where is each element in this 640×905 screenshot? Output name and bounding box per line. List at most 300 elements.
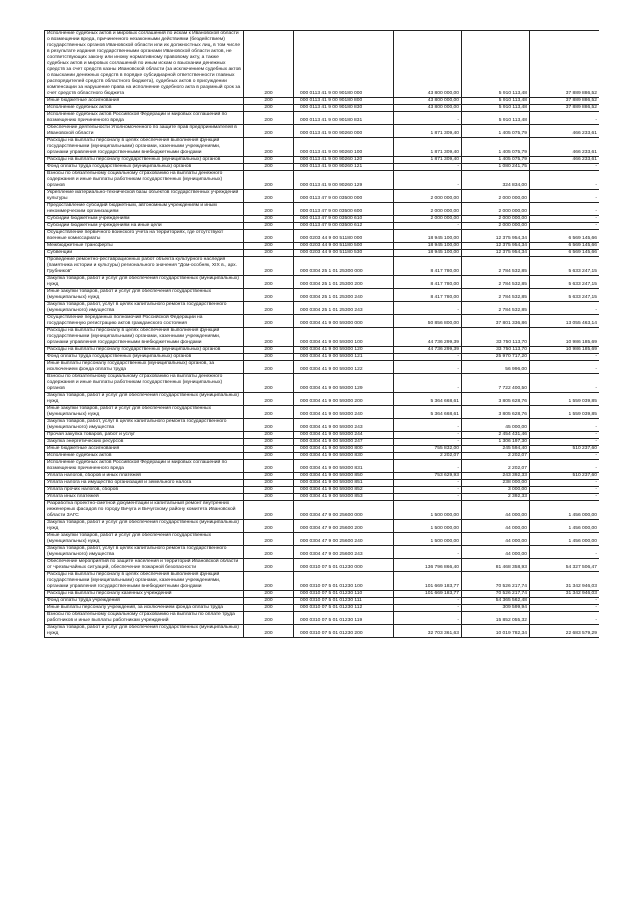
approved-amount: - (394, 171, 462, 190)
row-name: Обеспечение деятельности Уполномоченного по защите прав предпринимателей в Ивановской области (45, 125, 244, 138)
table-row (45, 453, 600, 460)
line-code: 200 (244, 546, 294, 559)
approved-amount: - (394, 361, 462, 374)
executed-amount: 324 834,00 (462, 171, 530, 190)
unexecuted-amount: 1 559 039,85 (530, 406, 600, 419)
row-name: Осуществление первичного воинского учета на территориях, где отсутствуют военные комиссариаты (45, 230, 244, 243)
approved-amount: - (394, 432, 462, 439)
executed-amount: 309 599,94 (462, 605, 530, 612)
executed-amount: 25 970 717,20 (462, 354, 530, 361)
line-code: 200 (244, 460, 294, 473)
executed-amount: 33 750 113,70 (462, 347, 530, 354)
executed-amount: 2 454 431,46 (462, 432, 530, 439)
unexecuted-amount: 466 233,61 (530, 157, 600, 164)
unexecuted-amount: 1 456 000,00 (530, 520, 600, 533)
row-name: Закупка товаров, работ и услуг для обеспечения государственных (муниципальных) нужд (45, 625, 244, 638)
classification-code: 000 0304 41 9 00 59300 247 (294, 439, 394, 446)
line-code: 200 (244, 572, 294, 591)
approved-amount: 1 500 000,00 (394, 533, 462, 546)
line-code: 200 (244, 605, 294, 612)
line-code: 200 (244, 315, 294, 328)
table-row (45, 328, 600, 347)
unexecuted-amount: 466 233,61 (530, 138, 600, 157)
executed-amount: 44 000,00 (462, 546, 530, 559)
line-code: 200 (244, 480, 294, 487)
approved-amount: 2 000 000,00 (394, 203, 462, 216)
executed-amount: 5 910 113,48 (462, 31, 530, 98)
unexecuted-amount: 37 889 886,52 (530, 105, 600, 112)
row-name: Расходы на выплаты персоналу в целях обеспечения выполнения функций государственными (муниципальными) органами, казенными учреждениями, органами управления государственными внебюджетными фондами (45, 572, 244, 591)
classification-code: 000 0304 41 9 00 59300 850 (294, 473, 394, 480)
unexecuted-amount: - (530, 453, 600, 460)
approved-amount: 44 736 299,39 (394, 328, 462, 347)
unexecuted-amount: 54 327 506,47 (530, 559, 600, 572)
approved-amount: 8 417 780,00 (394, 289, 462, 302)
approved-amount: - (394, 460, 462, 473)
row-name: Взносы по обязательному социальному страхованию на выплаты денежного содержания и иные выплаты работникам государственных (муниципальных) органов (45, 171, 244, 190)
line-code: 200 (244, 354, 294, 361)
executed-amount: 54 365 562,48 (462, 598, 530, 605)
approved-amount: 8 417 780,00 (394, 276, 462, 289)
line-code: 200 (244, 487, 294, 494)
executed-amount: 45 000,00 (462, 419, 530, 432)
classification-code: 000 0304 41 9 00 59300 244 (294, 432, 394, 439)
unexecuted-amount: - (530, 612, 600, 625)
approved-amount: - (394, 546, 462, 559)
classification-code: 000 0304 41 9 00 59300 243 (294, 419, 394, 432)
row-name: Расходы на выплаты персоналу в целях обеспечения выполнения функций государственными (муниципальными) органами, казенными учреждениями, органами управления государственными внебюджетными фондами (45, 138, 244, 157)
table-row (45, 347, 600, 354)
approved-amount: 18 945 100,00 (394, 250, 462, 257)
executed-amount: 2 784 532,85 (462, 289, 530, 302)
row-name: Фонд оплаты труда учреждений (45, 598, 244, 605)
table-row (45, 190, 600, 203)
table-row (45, 105, 600, 112)
executed-amount: 5 910 113,48 (462, 98, 530, 105)
unexecuted-amount: - (530, 432, 600, 439)
unexecuted-amount: 1 559 039,85 (530, 393, 600, 406)
approved-amount: - (394, 494, 462, 501)
approved-amount: - (394, 612, 462, 625)
line-code: 200 (244, 250, 294, 257)
unexecuted-amount: 5 633 247,15 (530, 276, 600, 289)
unexecuted-amount: 510 237,60 (530, 473, 600, 480)
executed-amount: 243 392,33 (462, 473, 530, 480)
classification-code: 000 0310 07 5 01 01230 119 (294, 612, 394, 625)
classification-code: 000 0113 41 9 00 90180 831 (294, 112, 394, 125)
approved-amount: 1 871 309,40 (394, 125, 462, 138)
classification-code: 000 0304 41 9 00 59300 240 (294, 406, 394, 419)
approved-amount: 43 800 000,00 (394, 31, 462, 98)
approved-amount: 136 796 866,40 (394, 559, 462, 572)
executed-amount: 238 000,00 (462, 480, 530, 487)
table-row (45, 419, 600, 432)
approved-amount: 101 669 183,77 (394, 572, 462, 591)
row-name: Иные выплаты персоналу государственных (муниципальных) органов, за исключением фонда оплаты труда (45, 361, 244, 374)
table-row (45, 98, 600, 105)
classification-code: 000 0113 41 9 00 90260 000 (294, 125, 394, 138)
executed-amount: 70 526 217,74 (462, 572, 530, 591)
line-code: 200 (244, 223, 294, 230)
line-code: 200 (244, 361, 294, 374)
line-code: 200 (244, 243, 294, 250)
table-row (45, 406, 600, 419)
classification-code: 000 0310 07 5 01 01230 100 (294, 572, 394, 591)
classification-code: 000 0113 41 9 00 90260 120 (294, 157, 394, 164)
classification-code: 000 0113 41 9 00 90260 129 (294, 171, 394, 190)
executed-amount: 1 405 075,79 (462, 138, 530, 157)
unexecuted-amount: - (530, 374, 600, 393)
approved-amount: - (394, 112, 462, 125)
line-code: 200 (244, 612, 294, 625)
table-row (45, 243, 600, 250)
unexecuted-amount: 10 986 185,69 (530, 347, 600, 354)
table-row (45, 138, 600, 157)
executed-amount: 1 080 241,75 (462, 164, 530, 171)
classification-code: 000 0113 41 9 00 90260 100 (294, 138, 394, 157)
classification-code: 000 0304 41 9 00 59300 200 (294, 393, 394, 406)
row-name: Прочая закупка товаров, работ и услуг (45, 432, 244, 439)
classification-code: 000 0310 07 5 01 01230 112 (294, 605, 394, 612)
unexecuted-amount: - (530, 216, 600, 223)
table-row (45, 276, 600, 289)
executed-amount: 15 852 055,32 (462, 612, 530, 625)
approved-amount: 18 945 100,00 (394, 243, 462, 250)
line-code: 200 (244, 157, 294, 164)
unexecuted-amount: 466 233,61 (530, 125, 600, 138)
row-name: Уплата налогов, сборов и иных платежей (45, 473, 244, 480)
table-row (45, 164, 600, 171)
row-name: Исполнение судебных актов Российской Федерации и мировых соглашений по возмещению причиненного вреда (45, 112, 244, 125)
unexecuted-amount: 1 456 000,00 (530, 533, 600, 546)
executed-amount: 2 000 000,00 (462, 216, 530, 223)
line-code: 200 (244, 31, 294, 98)
executed-amount: 2 784 532,85 (462, 302, 530, 315)
unexecuted-amount: - (530, 598, 600, 605)
executed-amount: 70 526 217,74 (462, 591, 530, 598)
classification-code: 000 0113 47 9 00 03500 000 (294, 190, 394, 203)
row-name: Уплата налога на имущество организаций и земельного налога (45, 480, 244, 487)
unexecuted-amount: 13 055 463,14 (530, 315, 600, 328)
line-code: 200 (244, 374, 294, 393)
table-row (45, 257, 600, 276)
table-row (45, 520, 600, 533)
approved-amount: - (394, 302, 462, 315)
classification-code: 000 0310 07 5 01 01230 200 (294, 625, 394, 638)
row-name: Исполнение судебных актов (45, 105, 244, 112)
row-name: Разработка проектно-сметной документации и капитальный ремонт внутренних инженерных фасадов по городу Вичуга и Вичугскому району комитета Ивановской области ЗАГС (45, 501, 244, 520)
executed-amount: 2 392,33 (462, 494, 530, 501)
line-code: 200 (244, 559, 294, 572)
unexecuted-amount: 6 569 145,66 (530, 243, 600, 250)
unexecuted-amount: - (530, 419, 600, 432)
line-code: 200 (244, 393, 294, 406)
line-code: 200 (244, 230, 294, 243)
unexecuted-amount: 37 889 886,52 (530, 31, 600, 98)
executed-amount: 2 784 532,85 (462, 276, 530, 289)
table-row (45, 302, 600, 315)
budget-execution-table (44, 30, 599, 638)
line-code: 200 (244, 289, 294, 302)
executed-amount: 44 000,00 (462, 501, 530, 520)
row-name: Закупка товаров, работ, услуг в целях капитального ремонта государственного (муниципального) имущества (45, 302, 244, 315)
unexecuted-amount: - (530, 605, 600, 612)
classification-code: 000 0304 25 1 01 25300 240 (294, 289, 394, 302)
row-name: Фонд оплаты труда государственных (муниципальных) органов (45, 354, 244, 361)
table-row (45, 533, 600, 546)
approved-amount: 755 832,00 (394, 446, 462, 453)
table-row (45, 230, 600, 243)
table-row (45, 612, 600, 625)
executed-amount: 3 805 628,76 (462, 406, 530, 419)
classification-code: 000 0310 07 5 01 01230 000 (294, 559, 394, 572)
row-name: Иные бюджетные ассигнования (45, 446, 244, 453)
executed-amount: 5 910 113,48 (462, 105, 530, 112)
executed-amount: 3 805 628,76 (462, 393, 530, 406)
classification-code: 000 0304 41 9 00 59300 120 (294, 347, 394, 354)
table-row (45, 374, 600, 393)
row-name: Расходы на выплаты персоналу в целях обеспечения выполнения функций государственными (муниципальными) органами, казенными учреждениями, органами управления государственными внебюджетными фондами (45, 328, 244, 347)
row-name: Закупка товаров, работ, услуг в целях капитального ремонта государственного (муниципального) имущества (45, 546, 244, 559)
table-row (45, 494, 600, 501)
table-row (45, 289, 600, 302)
approved-amount: 18 945 100,00 (394, 230, 462, 243)
table-row (45, 546, 600, 559)
line-code: 200 (244, 105, 294, 112)
classification-code: 000 0203 44 9 00 51180 500 (294, 243, 394, 250)
line-code: 200 (244, 501, 294, 520)
classification-code: 000 0113 41 9 00 90180 000 (294, 31, 394, 98)
executed-amount: 56 996,00 (462, 361, 530, 374)
executed-amount: 245 594,40 (462, 446, 530, 453)
row-name: Предоставление субсидий бюджетным, автономным учреждениям и иным некоммерческим организациям (45, 203, 244, 216)
table-row (45, 393, 600, 406)
unexecuted-amount: - (530, 361, 600, 374)
row-name: Иные закупки товаров, работ и услуг для обеспечения государственных (муниципальных) нужд (45, 406, 244, 419)
line-code: 200 (244, 203, 294, 216)
executed-amount: 44 000,00 (462, 520, 530, 533)
classification-code: 000 0304 25 1 01 25300 200 (294, 276, 394, 289)
approved-amount: 2 202,07 (394, 453, 462, 460)
row-name: Укрепление материально-технической базы объектов государственных учреждений культуры (45, 190, 244, 203)
unexecuted-amount: 5 633 247,15 (530, 289, 600, 302)
unexecuted-amount: - (530, 494, 600, 501)
unexecuted-amount: 6 569 145,66 (530, 250, 600, 257)
approved-amount: 101 669 183,77 (394, 591, 462, 598)
unexecuted-amount: - (530, 112, 600, 125)
line-code: 200 (244, 406, 294, 419)
table-row (45, 473, 600, 480)
unexecuted-amount: - (530, 354, 600, 361)
table-row (45, 446, 600, 453)
line-code: 200 (244, 453, 294, 460)
approved-amount: 32 703 361,63 (394, 625, 462, 638)
row-name: Расходы на выплаты персоналу казенных учреждений (45, 591, 244, 598)
classification-code: 000 0304 47 9 00 25600 243 (294, 546, 394, 559)
table-row (45, 171, 600, 190)
row-name: Субсидии бюджетным учреждениям на иные цели (45, 223, 244, 230)
line-code: 200 (244, 347, 294, 354)
approved-amount: 1 500 000,00 (394, 501, 462, 520)
row-name: Проведение ремонтно-реставрационных работ объекта культурного наследия (памятника истории и культуры) регионального значения "Дом-особняк, XIX в., арх. Грубников" (45, 257, 244, 276)
row-name: Исполнение судебных актов и мировых соглашений по искам к Ивановской области о возмещении вреда, причиненного незаконными действиями (бездействием) государственных органов Ивановской области или их должностных лиц, в том числе в результате издания государственными органами Ивановской области актов, не соответствующих закону или иному нормативному правовому акту, а также судебных актов и мировых соглашений по иным искам о взыскании денежных средств за счет средств казны Ивановской области (за исключением судебных актов о взыскании денежных средств в порядке субсидиарной ответственности главных распорядителей средств областного бюджета), судебных актов о присуждении компенсации за нарушение права на исполнение судебного акта в разумный срок за счет средств областного бюджета (45, 31, 244, 98)
table-row (45, 432, 600, 439)
line-code: 200 (244, 216, 294, 223)
classification-code: 000 0304 41 9 00 59300 831 (294, 460, 394, 473)
executed-amount: 1 405 075,79 (462, 157, 530, 164)
executed-amount: 5 910 113,48 (462, 112, 530, 125)
approved-amount: 43 800 000,00 (394, 105, 462, 112)
approved-amount: - (394, 419, 462, 432)
executed-amount: 81 468 358,93 (462, 559, 530, 572)
executed-amount: 7 722 400,50 (462, 374, 530, 393)
table-body (45, 31, 600, 638)
table-row (45, 625, 600, 638)
executed-amount: 2 202,07 (462, 453, 530, 460)
approved-amount: 753 629,93 (394, 473, 462, 480)
approved-amount: 2 000 000,00 (394, 216, 462, 223)
executed-amount: 44 000,00 (462, 533, 530, 546)
line-code: 200 (244, 625, 294, 638)
table-row (45, 598, 600, 605)
table-row (45, 591, 600, 598)
row-name: Фонд оплаты труда государственных (муниципальных) органов (45, 164, 244, 171)
line-code: 200 (244, 439, 294, 446)
unexecuted-amount: - (530, 439, 600, 446)
row-name: Расходы на выплаты персоналу государственных (муниципальных) органов (45, 157, 244, 164)
classification-code: 000 0203 44 9 00 51180 000 (294, 230, 394, 243)
row-name: Межбюджетные трансферты (45, 243, 244, 250)
table-row (45, 203, 600, 216)
table-row (45, 223, 600, 230)
approved-amount: - (394, 223, 462, 230)
approved-amount: 5 364 668,61 (394, 393, 462, 406)
classification-code: 000 0304 41 9 00 59300 000 (294, 315, 394, 328)
unexecuted-amount: - (530, 190, 600, 203)
table-row (45, 559, 600, 572)
classification-code: 000 0304 41 9 00 59300 853 (294, 494, 394, 501)
classification-code: 000 0304 47 9 00 25600 240 (294, 533, 394, 546)
row-name: Осуществление переданных полномочий Российской Федерации на государственную регистрацию актов гражданского состояния (45, 315, 244, 328)
classification-code: 000 0304 41 9 00 59300 121 (294, 354, 394, 361)
classification-code: 000 0304 41 9 00 59300 852 (294, 487, 394, 494)
unexecuted-amount: - (530, 487, 600, 494)
table-row (45, 501, 600, 520)
table-row (45, 315, 600, 328)
approved-amount: - (394, 354, 462, 361)
line-code: 200 (244, 473, 294, 480)
classification-code: 000 0113 41 9 00 90260 121 (294, 164, 394, 171)
unexecuted-amount: - (530, 302, 600, 315)
row-name: Исполнение судебных актов Российской Федерации и мировых соглашений по возмещению причиненного вреда (45, 460, 244, 473)
table-row (45, 250, 600, 257)
table-row (45, 572, 600, 591)
approved-amount: - (394, 480, 462, 487)
line-code: 200 (244, 432, 294, 439)
line-code: 200 (244, 419, 294, 432)
unexecuted-amount: 10 986 185,69 (530, 328, 600, 347)
classification-code: 000 0304 41 9 00 59300 851 (294, 480, 394, 487)
line-code: 200 (244, 171, 294, 190)
row-name: Уплата прочих налогов, сборов (45, 487, 244, 494)
row-name: Закупка товаров, работ и услуг для обеспечения государственных (муниципальных) нужд (45, 393, 244, 406)
executed-amount: 12 375 954,34 (462, 230, 530, 243)
table-row (45, 361, 600, 374)
table-row (45, 125, 600, 138)
classification-code: 000 0113 41 9 00 90180 830 (294, 105, 394, 112)
unexecuted-amount: - (530, 164, 600, 171)
line-code: 200 (244, 125, 294, 138)
approved-amount: 44 736 299,39 (394, 347, 462, 354)
approved-amount: - (394, 164, 462, 171)
unexecuted-amount: 5 633 247,15 (530, 257, 600, 276)
table-row (45, 354, 600, 361)
report-page (44, 30, 599, 870)
line-code: 200 (244, 446, 294, 453)
approved-amount: 50 856 800,00 (394, 315, 462, 328)
table-row (45, 31, 600, 98)
classification-code: 000 0310 07 5 01 01230 110 (294, 591, 394, 598)
approved-amount: 8 417 780,00 (394, 257, 462, 276)
executed-amount: 33 750 113,70 (462, 328, 530, 347)
row-name: Субвенции (45, 250, 244, 257)
line-code: 200 (244, 98, 294, 105)
classification-code: 000 0310 07 5 01 01230 111 (294, 598, 394, 605)
unexecuted-amount: - (530, 480, 600, 487)
unexecuted-amount: 31 342 946,03 (530, 572, 600, 591)
row-name: Взносы по обязательному социальному страхованию на выплаты по оплате труда работников и иные выплаты работникам учреждений (45, 612, 244, 625)
classification-code: 000 0304 41 9 00 59300 800 (294, 446, 394, 453)
row-name: Взносы по обязательному социальному страхованию на выплаты денежного содержания и иные выплаты работникам государственных (муниципальных) органов (45, 374, 244, 393)
executed-amount: 1 405 075,79 (462, 125, 530, 138)
approved-amount: 43 800 000,00 (394, 98, 462, 105)
unexecuted-amount: 37 889 886,52 (530, 98, 600, 105)
row-name: Закупка товаров, работ и услуг для обеспечения государственных (муниципальных) нужд (45, 276, 244, 289)
unexecuted-amount: 510 237,60 (530, 446, 600, 453)
table-row (45, 439, 600, 446)
classification-code: 000 0113 47 9 00 03500 600 (294, 203, 394, 216)
line-code: 200 (244, 494, 294, 501)
table-row (45, 605, 600, 612)
classification-code: 000 0304 47 9 00 25600 000 (294, 501, 394, 520)
unexecuted-amount: - (530, 171, 600, 190)
row-name: Расходы на выплаты персоналу государственных (муниципальных) органов (45, 347, 244, 354)
line-code: 200 (244, 257, 294, 276)
line-code: 200 (244, 190, 294, 203)
executed-amount: 2 784 532,85 (462, 257, 530, 276)
line-code: 200 (244, 164, 294, 171)
line-code: 200 (244, 302, 294, 315)
approved-amount: 1 871 309,40 (394, 157, 462, 164)
table-row (45, 157, 600, 164)
row-name: Обеспечение мероприятий по защите населения и территорий Ивановской области от чрезвычайных ситуаций, обеспечение пожарной безопасности (45, 559, 244, 572)
table-row (45, 460, 600, 473)
row-name: Иные бюджетные ассигнования (45, 98, 244, 105)
classification-code: 000 0113 41 9 00 90180 800 (294, 98, 394, 105)
approved-amount: - (394, 605, 462, 612)
executed-amount: 10 019 782,34 (462, 625, 530, 638)
executed-amount: 2 000 000,00 (462, 203, 530, 216)
table-row (45, 216, 600, 223)
approved-amount: 1 500 000,00 (394, 520, 462, 533)
executed-amount: 37 801 336,86 (462, 315, 530, 328)
row-name: Исполнение судебных актов (45, 453, 244, 460)
approved-amount: 5 364 668,61 (394, 406, 462, 419)
unexecuted-amount: - (530, 223, 600, 230)
line-code: 200 (244, 276, 294, 289)
unexecuted-amount: - (530, 546, 600, 559)
approved-amount: - (394, 487, 462, 494)
